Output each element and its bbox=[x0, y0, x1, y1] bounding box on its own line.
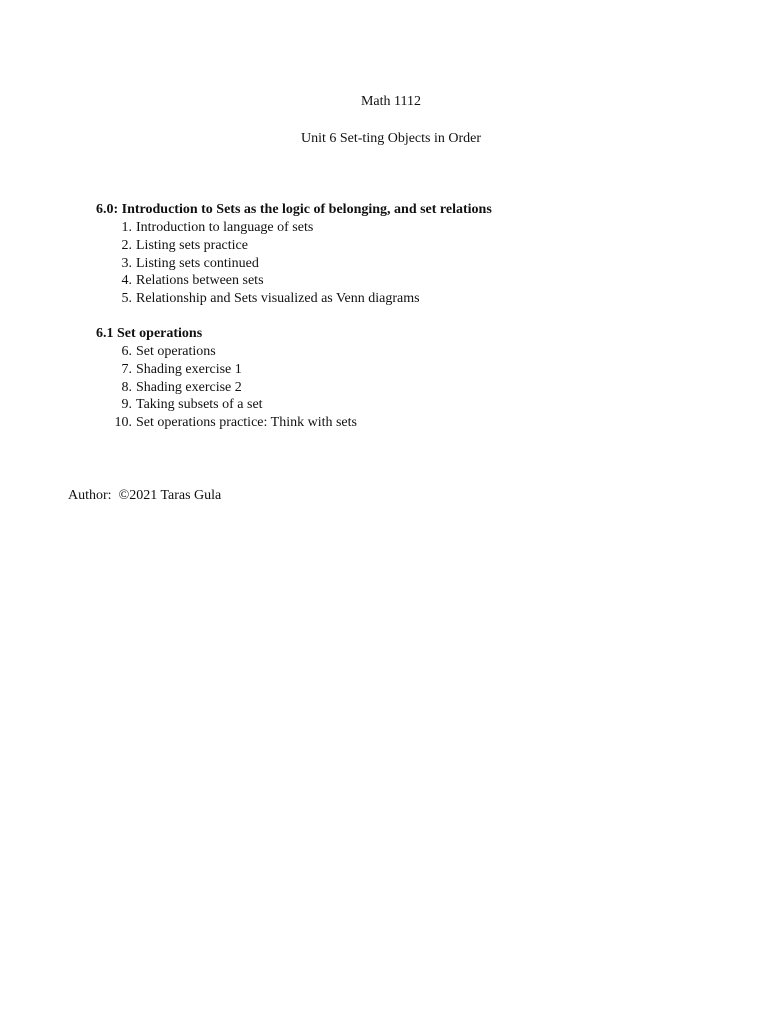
section-heading: 6.0: Introduction to Sets as the logic of belonging, and set relations bbox=[96, 202, 492, 217]
item-label: Introduction to language of sets bbox=[136, 220, 314, 235]
list-item bbox=[96, 396, 357, 414]
list-item bbox=[96, 219, 492, 237]
section-6-1 bbox=[96, 325, 357, 432]
section-6-0 bbox=[96, 201, 492, 308]
list-item bbox=[96, 255, 492, 273]
item-number: 1. bbox=[121, 220, 132, 235]
item-number: 2. bbox=[121, 237, 132, 253]
list-item bbox=[96, 361, 357, 379]
item-label: Listing sets practice bbox=[136, 237, 248, 253]
item-number: 10. bbox=[114, 415, 132, 431]
list-item bbox=[96, 414, 357, 432]
item-label: Relationship and Sets visualized as Venn diagrams bbox=[136, 291, 420, 307]
unit-title: Unit 6 Set-ting Objects in Order bbox=[300, 131, 482, 146]
list-item bbox=[96, 343, 357, 361]
item-number: 8. bbox=[121, 379, 132, 395]
item-number: 6. bbox=[121, 344, 132, 359]
list-item bbox=[96, 379, 357, 397]
section-item-list bbox=[96, 219, 492, 308]
section-heading: 6.1 Set operations bbox=[96, 326, 203, 341]
list-item bbox=[96, 272, 492, 290]
item-number: 3. bbox=[121, 255, 132, 271]
item-label: Taking subsets of a set bbox=[136, 397, 263, 413]
course-title: Math 1112 bbox=[360, 94, 421, 109]
section-item-list bbox=[96, 343, 357, 432]
author-line bbox=[68, 487, 221, 505]
list-item bbox=[96, 290, 492, 308]
item-number: 5. bbox=[121, 291, 132, 307]
author-label: Author: bbox=[68, 488, 112, 503]
item-label: Shading exercise 2 bbox=[136, 379, 242, 395]
item-number: 4. bbox=[121, 273, 132, 289]
author-copyright: ©2021 Taras Gula bbox=[118, 488, 222, 503]
item-label: Listing sets continued bbox=[136, 255, 259, 271]
item-label: Set operations bbox=[136, 344, 216, 359]
list-item bbox=[96, 237, 492, 255]
item-number: 7. bbox=[121, 361, 132, 377]
item-label: Shading exercise 1 bbox=[136, 361, 242, 377]
item-label: Set operations practice: Think with sets bbox=[136, 415, 357, 431]
item-number: 9. bbox=[121, 397, 132, 413]
item-label: Relations between sets bbox=[136, 273, 264, 289]
